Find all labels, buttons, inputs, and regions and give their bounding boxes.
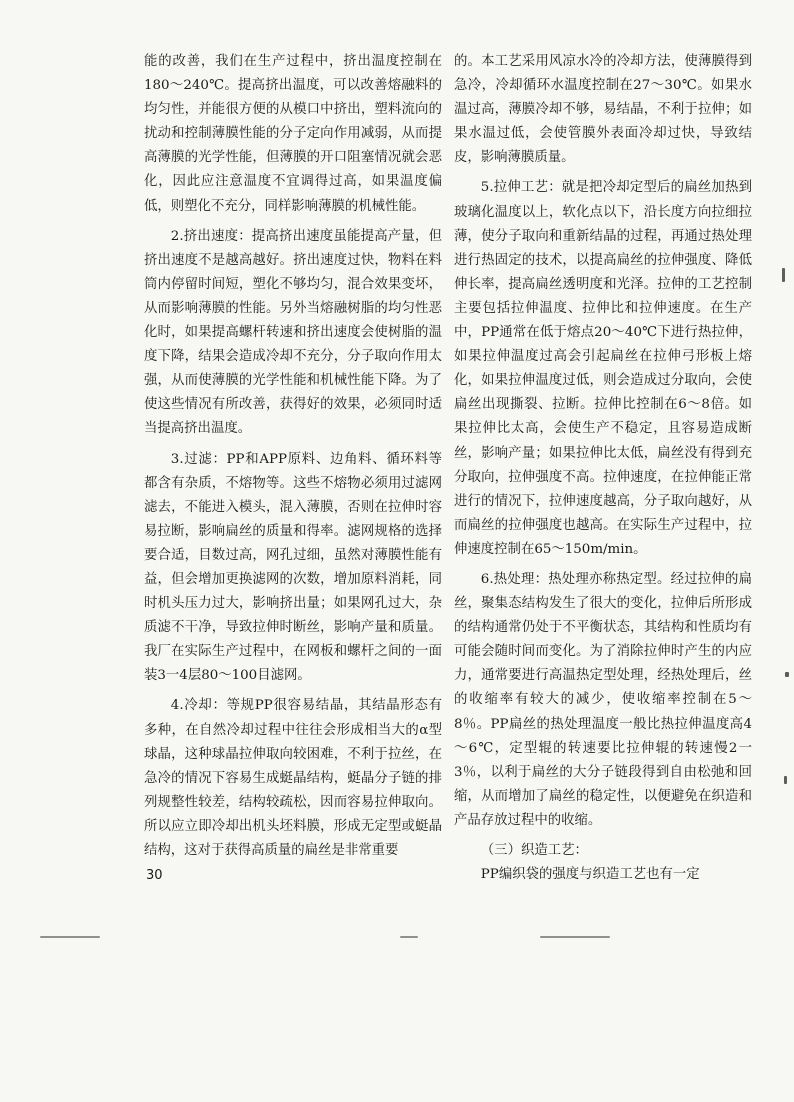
left-text-column: [144, 50, 442, 863]
right-text-column: [454, 50, 752, 887]
page-number: 30: [146, 868, 163, 883]
scan-mark: [540, 936, 610, 938]
paragraph-cooling-cont: 的。本工艺采用风凉水冷的冷却方法，使薄膜得到急冷，冷却循环水温度控制在27～30℃。如果水温过高，薄膜冷却不够，易结晶，不利于拉伸；如果水温过低，会使管膜外表面冷却过快，导致结皮，影响薄膜质量。: [454, 54, 752, 166]
scan-mark: [785, 672, 789, 677]
paragraph-temperature-cont: 能的改善，我们在生产过程中，挤出温度控制在180～240℃。提高挤出温度，可以改善熔融料的均匀性，并能很方便的从模口中挤出，塑料流向的扰动和控制薄膜性能的分子定向作用减弱，从而提高薄膜的光学性能，但薄膜的开口阻塞情况就会恶化，因此应注意温度不宜调得过高，如果温度偏低，则塑化不充分，同样影响薄膜的机械性能。: [144, 54, 442, 214]
paragraph-cooling: 4.冷却：等规PP很容易结晶，其结晶形态有多种，在自然冷却过程中往往会形成相当大的α型球晶，这种球晶拉伸取向较困难，不利于拉丝，在急冷的情况下容易生成蜓晶结构，蜓晶分子链的排列规整性较差，结构较疏松，因而容易拉伸取向。所以应立即冷却出机头坯料膜，形成无定型或蜓晶结构，这对于获得高质量的扁丝是非常重要: [144, 698, 442, 858]
paragraph-filtration: 3.过滤：PP和APP原料、边角料、循环料等都含有杂质，不熔物等。这些不熔物必须用过滤网滤去，不能进入模头，混入薄膜，否则在拉伸时容易拉断，影响扁丝的质量和得率。滤网规格的选择要合适，目数过高，网孔过细，虽然对薄膜性能有益，但会增加更换滤网的次数，增加原料消耗，同时机头压力过大，影响挤出量；如果网孔过大，杂质滤不干净，导致拉伸时断丝，影响产量和质量。我厂在实际生产过程中，在网板和螺杆之间的一面装3一4层80～100目滤网。: [144, 451, 442, 684]
paragraph-extrusion-speed: 2.挤出速度：提高挤出速度虽能提高产量，但挤出速度不是越高越好。挤出速度过快，物料在料筒内停留时间短，塑化不够均匀，混合效果变坏，从而影响薄膜的性能。另外当熔融树脂的均匀性恶化时，如果提高螺杆转速和挤出速度会使树脂的温度下降，结果会造成冷却不充分，分子取向作用太强，从而使薄膜的光学性能和机械性能下降。为了使这些情况有所改善，获得好的效果，必须同时适当提高挤出温度。: [144, 228, 442, 437]
paragraph-heat-treatment: 6.热处理：热处理亦称热定型。经过拉伸的扁丝，聚集态结构发生了很大的变化，拉伸后所形成的结构通常仍处于不平衡状态，其结构和性质均有可能会随时间而变化。为了消除拉伸时产生的内应力，通常要进行高温热定型处理，经热处理后，丝的收缩率有较大的减少，使收缩率控制在5～8％。PP扁丝的热处理温度一般比热拉伸温度高4～6℃，定型辊的转速要比拉伸辊的转速慢2一3％，以利于扁丝的大分子链段得到自由松弛和回缩，从而增加了扁丝的稳定性，以便避免在织造和产品存放过程中的收缩。: [454, 571, 752, 828]
scan-mark: [400, 936, 418, 938]
section-heading-weaving: （三）织造工艺：: [480, 843, 588, 858]
scan-mark: [40, 936, 100, 938]
paragraph-weaving: PP编织袋的强度与织造工艺也有一定: [480, 867, 700, 883]
scan-mark: [782, 268, 785, 282]
scan-mark: [784, 776, 787, 784]
paragraph-stretching: 5.拉伸工艺：就是把冷却定型后的扁丝加热到玻璃化温度以上，软化点以下，沿长度方向拉细拉薄，使分子取向和重新结晶的过程，再通过热处理进行热固定的技术，以提高扁丝的拉伸强度、降低伸长率，提高扁丝透明度和光泽。拉伸的工艺控制主要包括拉伸温度、拉伸比和拉伸速度。在生产中，PP通常在低于熔点20～40℃下进行热拉伸，如果拉伸温度过高会引起扁丝在拉伸弓形板上熔化，如果拉伸温度过低，则会造成过分取向，会使扁丝出现撕裂、拉断。拉伸比控制在6～8倍。如果拉伸比太高，会使生产不稳定，且容易造成断丝，影响产量；如果拉伸比太低，扁丝没有得到充分取向，拉伸强度不高。拉伸速度，在拉伸能正常进行的情况下，拉伸速度越高，分子取向越好，从而扁丝的拉伸强度也越高。在实际生产过程中，拉伸速度控制在65～150m/min。: [454, 180, 752, 557]
